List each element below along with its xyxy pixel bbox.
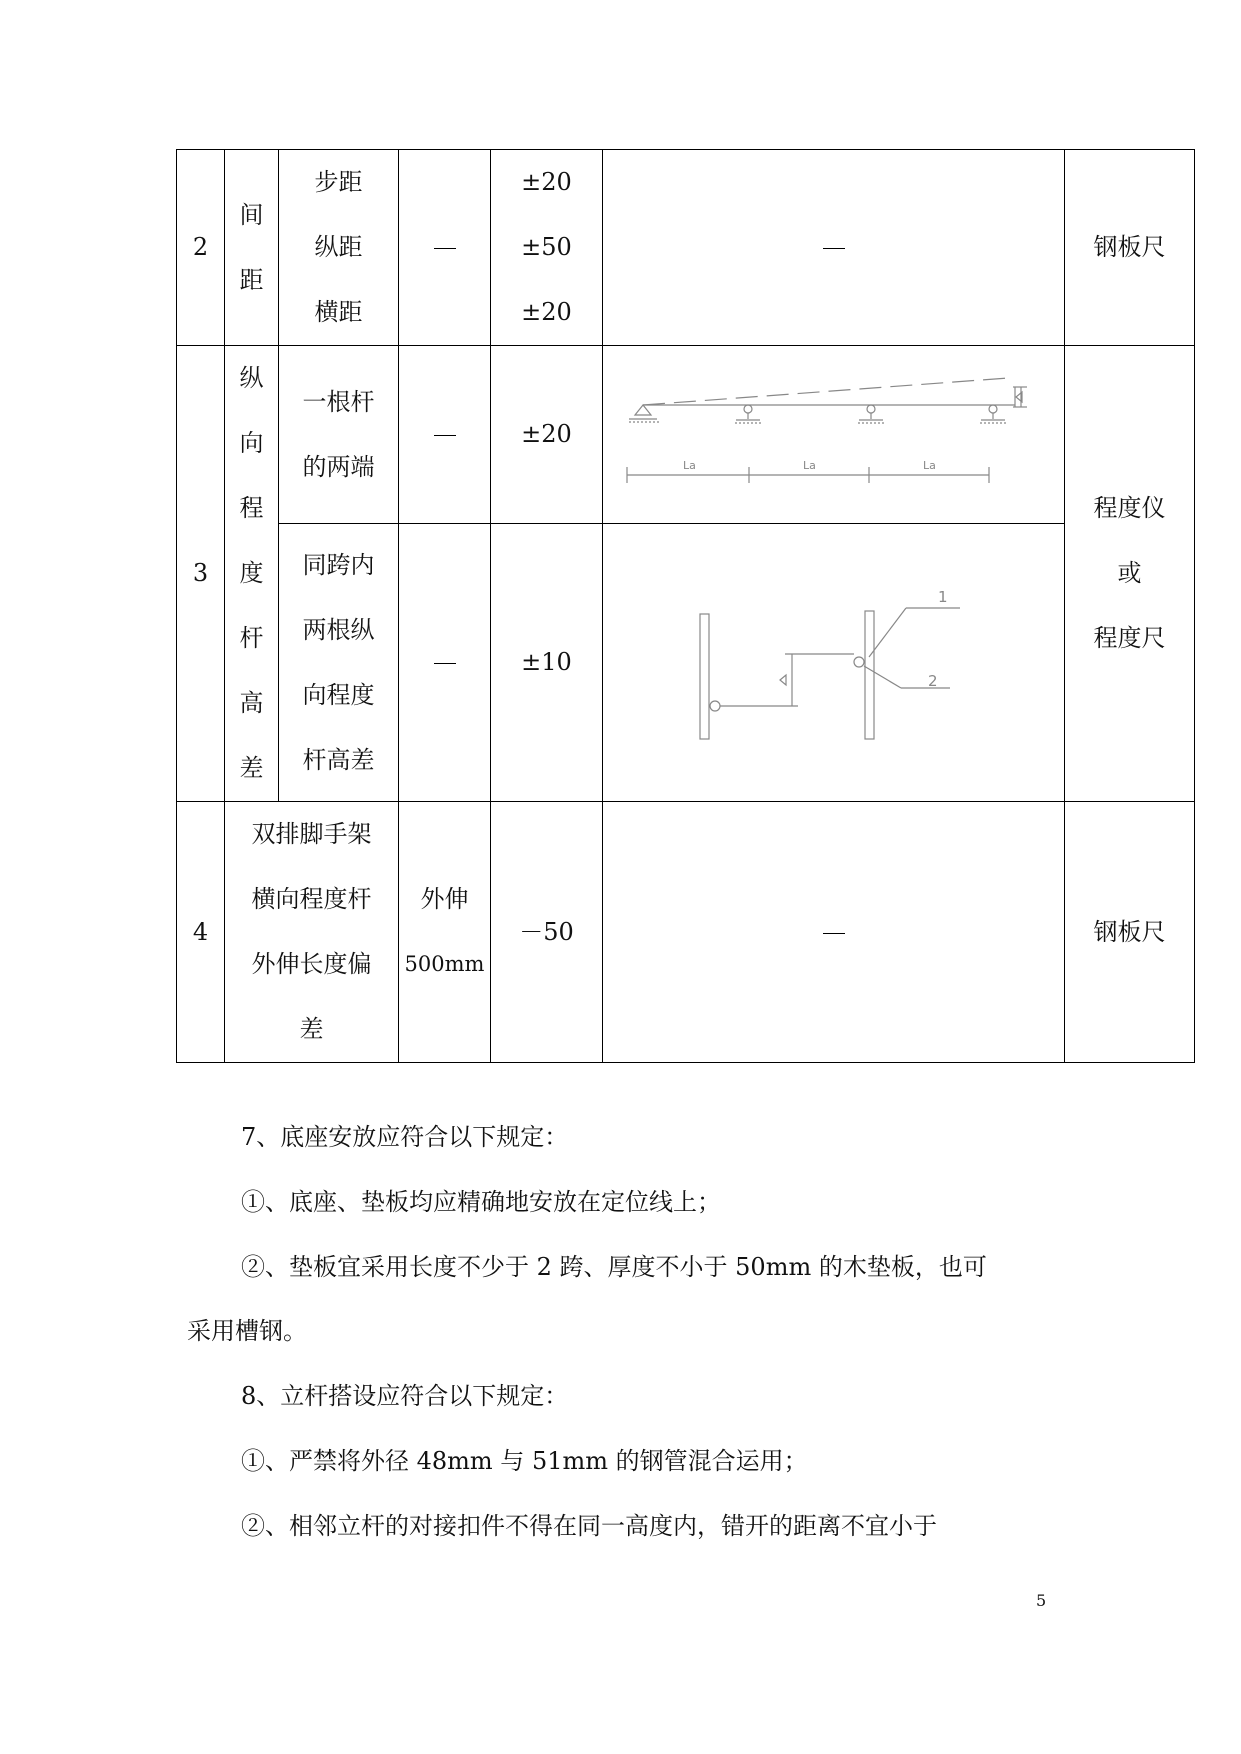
table-row (177, 524, 1195, 802)
sub-items: 同跨内 两根纵 向程度 杆高差 (302, 550, 375, 774)
spec-dash (434, 248, 456, 249)
spec-value: 外伸 500mm (404, 885, 485, 976)
paragraph: 8、立杆搭设应符合以下规定： (241, 1382, 569, 1410)
table-row (177, 150, 1195, 346)
item-name: 双排脚手架 横向程度杆 外伸长度偏 差 (251, 820, 372, 1043)
label-2: 2 (928, 671, 938, 690)
item-name: 间 距 (239, 200, 264, 294)
row-number: 4 (177, 802, 225, 1063)
deviation-value: ±20 (491, 346, 603, 524)
deviation-value: ±10 (491, 524, 603, 802)
paragraph: ②、垫板宜采用长度不少于 2 跨、厚度不小于 50mm 的木垫板，也可 (241, 1253, 987, 1281)
table-row (177, 346, 1195, 524)
two-bar-height-diagram (603, 526, 1063, 800)
paragraph: ①、严禁将外径 48mm 与 51mm 的钢管混合运用； (241, 1447, 808, 1475)
sub-items: 一根杆 的两端 (302, 387, 375, 481)
tolerance-table (176, 149, 1195, 1063)
sub-items: 步距 纵距 横距 (314, 168, 363, 326)
paragraph: ②、相邻立杆的对接扣件不得在同一高度内，错开的距离不宜小于 (241, 1512, 937, 1540)
row-number: 2 (177, 150, 225, 346)
deviation-value: －50 (491, 802, 603, 1063)
spec-dash (434, 435, 456, 436)
paragraph: ①、底座、垫板均应精确地安放在定位线上； (241, 1188, 721, 1216)
measuring-tool: 钢板尺 (1065, 802, 1195, 1063)
spec-dash (434, 663, 456, 664)
page-number: 5 (1036, 1591, 1047, 1610)
diagram-dash (823, 933, 845, 934)
diagram-dash (823, 248, 845, 249)
beam-level-diagram (603, 347, 1063, 522)
measuring-tool: 钢板尺 (1065, 150, 1195, 346)
paragraph: 采用槽钢。 (187, 1317, 307, 1345)
paragraph: 7、底座安放应符合以下规定： (241, 1123, 569, 1151)
measuring-tool: 程度仪 或 程度尺 (1093, 494, 1166, 652)
deviation-values: ±20 ±50 ±20 (521, 168, 572, 326)
item-name: 纵 向 程 度 杆 高 差 (239, 364, 264, 782)
row-number: 3 (177, 346, 225, 802)
label-1: 1 (938, 587, 948, 606)
table-row (177, 802, 1195, 1063)
span-label: La (923, 459, 936, 473)
span-label: La (803, 459, 816, 473)
span-label: La (683, 459, 696, 473)
